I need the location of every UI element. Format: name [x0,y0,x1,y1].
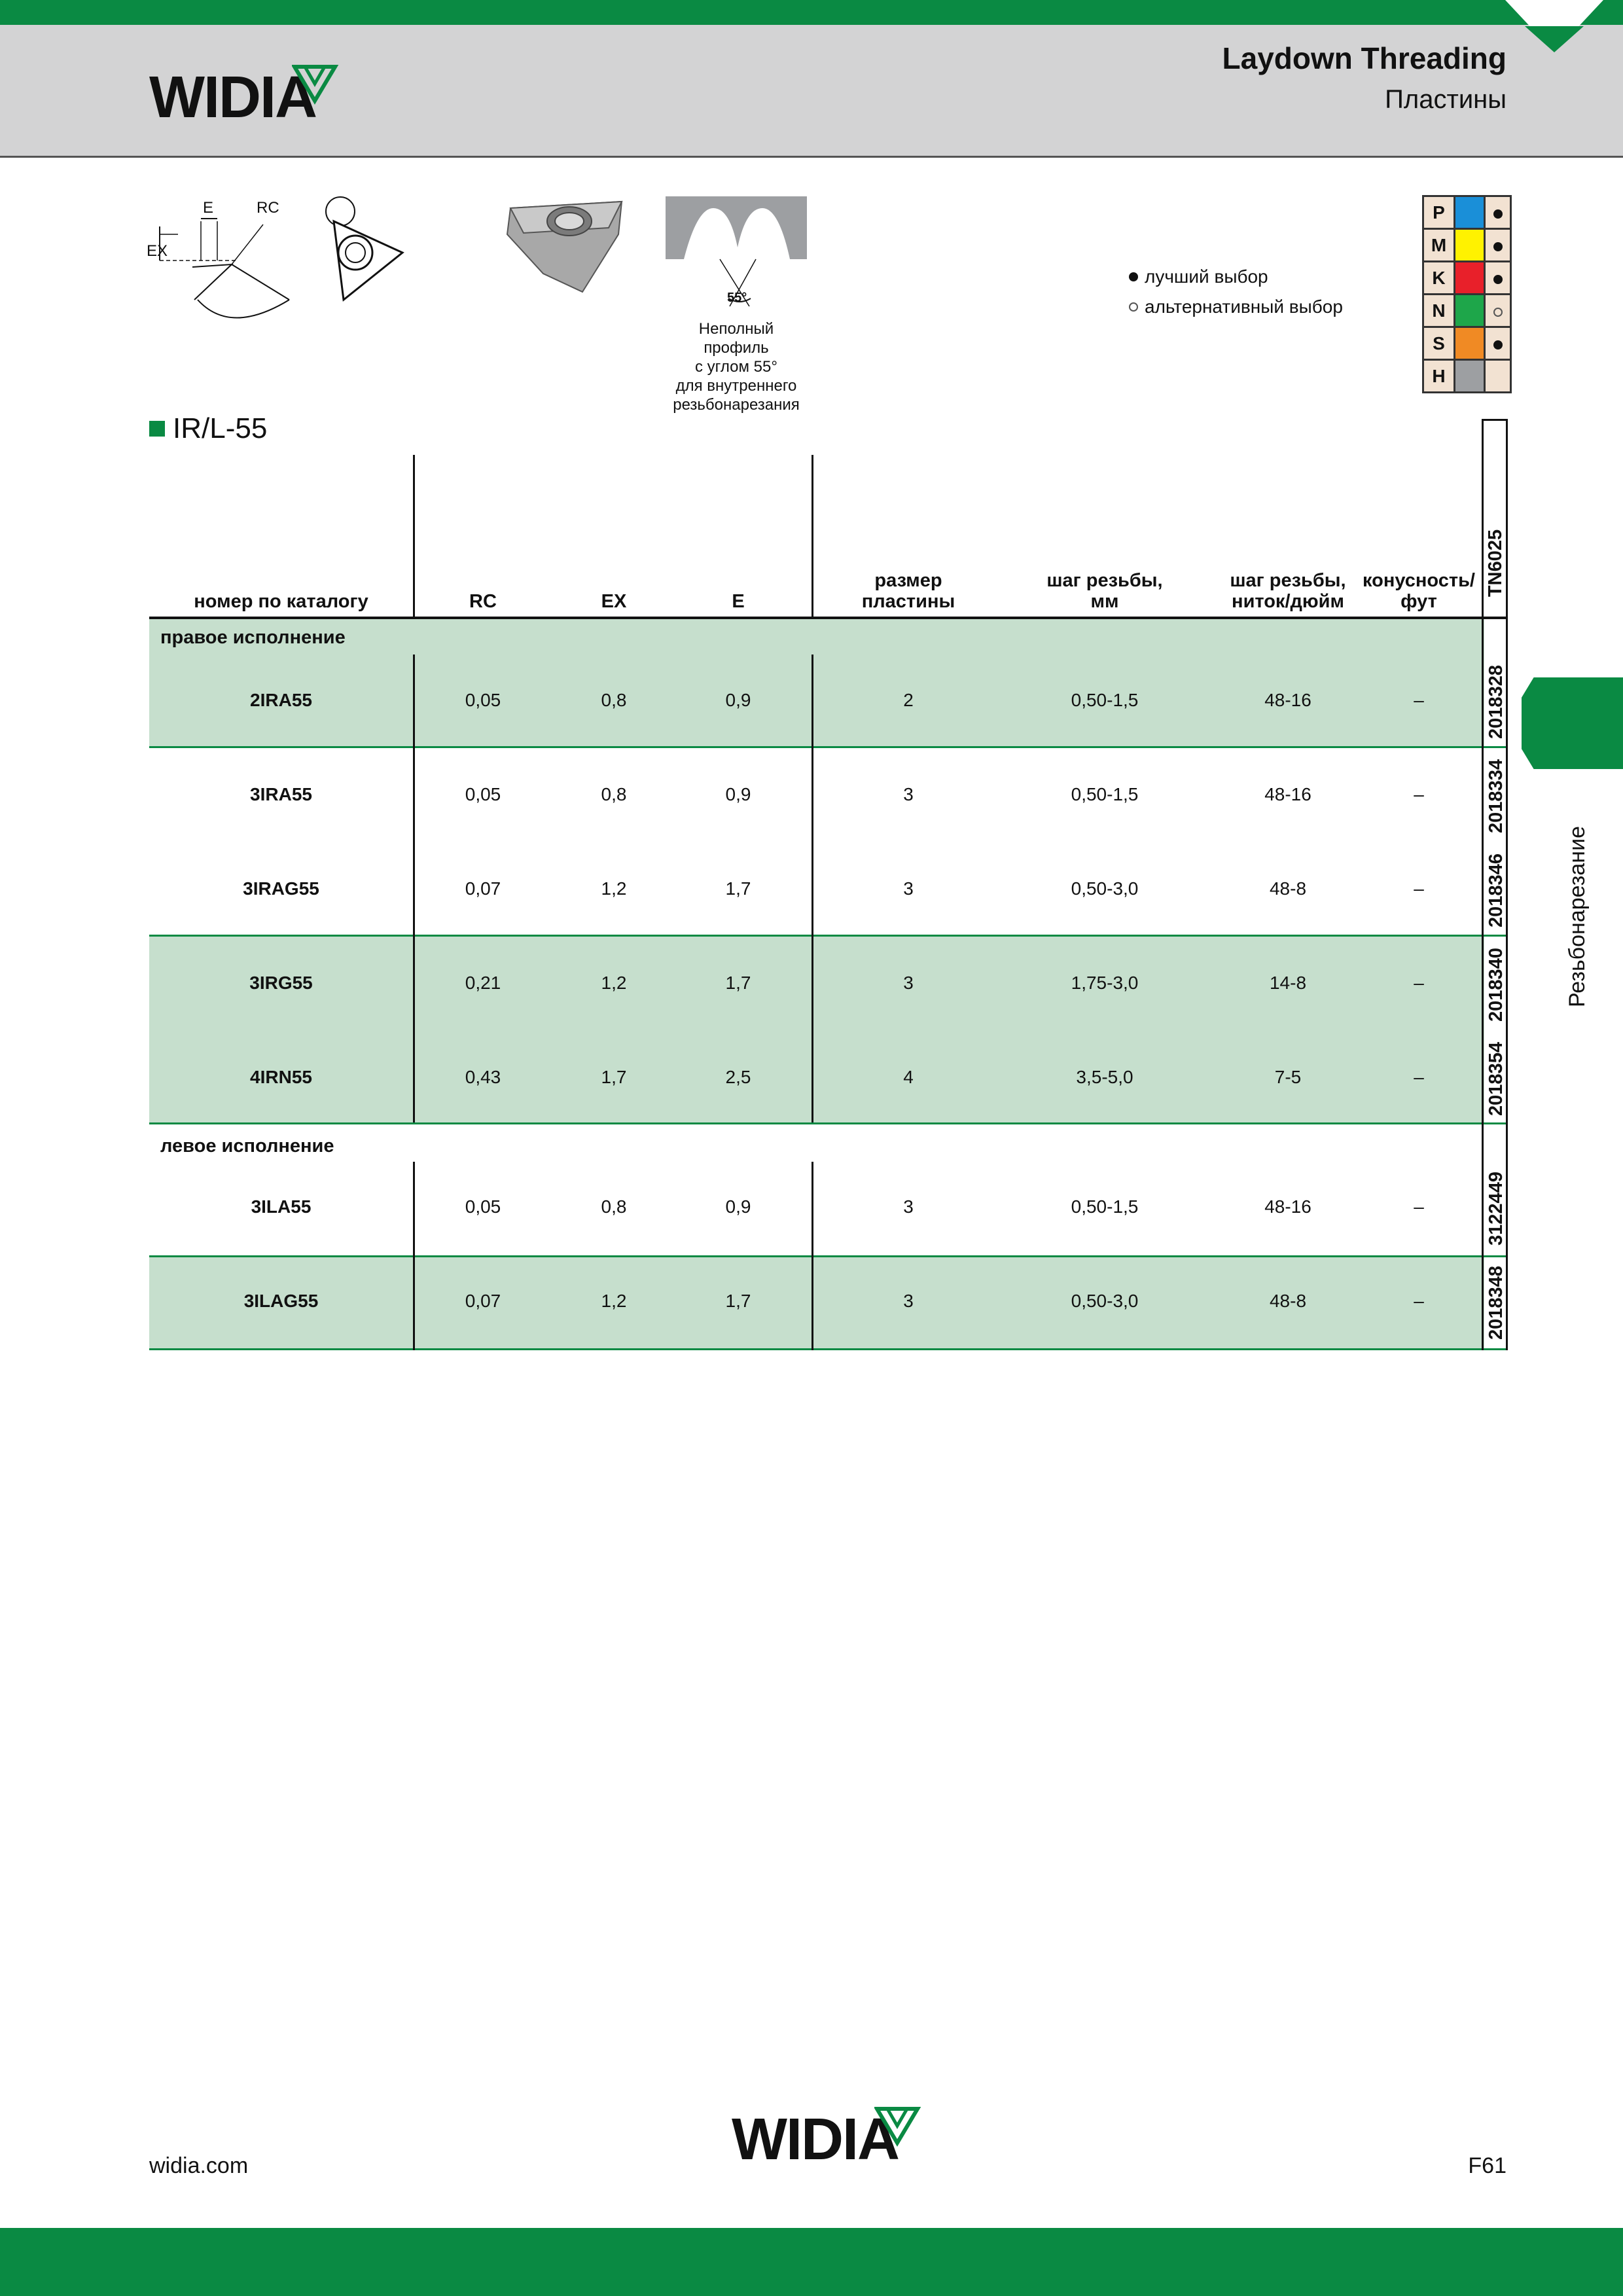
cell-e: 0,9 [725,1196,751,1217]
material-mark [1485,196,1511,229]
alt-dot-icon [1493,308,1503,317]
cell-pitch_mm: 0,50-3,0 [1071,878,1139,899]
product-table [149,455,1508,1352]
col-header-taper: конусность/ фут [1363,570,1475,612]
cell-size: 2 [903,690,914,710]
material-letter: M [1423,229,1455,262]
cell-tpi: 48-8 [1269,878,1307,899]
cell-code[interactable]: 3IRA55 [250,784,312,804]
top-green-bar [0,0,1623,25]
cell-ex: 1,7 [601,1067,627,1087]
cell-order-number: 2018348 [1485,1265,1507,1340]
cell-size: 4 [903,1067,914,1087]
col-divider [812,455,813,619]
cell-taper: – [1414,973,1424,993]
col-divider [413,455,415,619]
cell-taper: – [1414,878,1424,899]
logo-text: WIDIA [149,65,316,130]
cell-pitch_mm: 0,50-1,5 [1071,1196,1139,1217]
cell-taper: – [1414,690,1424,710]
cell-order-number: 2018328 [1485,664,1507,739]
material-mark [1485,295,1511,327]
footer-logo-text: WIDIA [732,2107,899,2172]
material-row [1423,360,1511,393]
header-subtitle: Пластины [1385,85,1507,114]
cell-pitch_mm: 3,5-5,0 [1076,1067,1133,1087]
material-group-table [1422,195,1512,393]
col-divider [413,655,415,1122]
label-rc: RC [257,199,279,217]
col-header-rc: RC [469,591,497,612]
material-letter: H [1423,360,1455,393]
cell-ex: 0,8 [601,1196,627,1217]
cell-order-number: 2018340 [1485,947,1507,1022]
col-header-ex: EX [601,591,627,612]
material-letter: N [1423,295,1455,327]
col-header-catalog: номер по каталогу [194,591,368,612]
cell-taper: – [1414,1291,1424,1311]
material-letter: P [1423,196,1455,229]
cell-rc: 0,05 [465,784,501,804]
group-label-left: левое исполнение [160,1136,334,1157]
bottom-green-bar [0,2228,1623,2296]
material-row [1423,327,1511,360]
chapter-tab-label: Резьбонарезание [1564,825,1590,1007]
material-color-swatch [1455,360,1485,393]
profile-angle-label: 55° [727,291,747,305]
cell-rc: 0,07 [465,878,501,899]
cell-order-number: 2018354 [1485,1041,1507,1116]
material-letter: S [1423,327,1455,360]
material-color-swatch [1455,295,1485,327]
cell-tpi: 14-8 [1269,973,1307,993]
header-notch-mark [1525,26,1584,52]
material-row [1423,262,1511,295]
material-letter: K [1423,262,1455,295]
best-dot-icon [1493,275,1503,284]
col-header-pitch-mm: шаг резьбы, мм [1046,570,1163,612]
chapter-tab[interactable] [1522,677,1623,769]
band-right-2 [149,936,1484,1122]
cell-rc: 0,07 [465,1291,501,1311]
grade-col-top [1482,419,1508,421]
thread-profile-diagram [664,195,808,313]
cell-tpi: 48-16 [1264,1196,1311,1217]
cell-tpi: 48-8 [1269,1291,1307,1311]
material-row [1423,295,1511,327]
cell-rc: 0,05 [465,690,501,710]
selection-legend: лучший выбор альтернативный выбор [1129,262,1343,322]
best-dot-icon [1493,340,1503,350]
cell-ex: 1,2 [601,878,627,899]
cell-order-number: 2018346 [1485,853,1507,927]
row-rule [149,746,1508,748]
cell-tpi: 48-16 [1264,690,1311,710]
col-header-e: E [732,591,745,612]
best-dot-icon [1129,272,1138,281]
cell-pitch_mm: 0,50-1,5 [1071,784,1139,804]
cell-pitch_mm: 0,50-1,5 [1071,690,1139,710]
cell-e: 1,7 [725,878,751,899]
header-title: Laydown Threading [1222,41,1507,75]
thread-geometry-diagram [145,195,299,332]
material-color-swatch [1455,229,1485,262]
cell-tpi: 7-5 [1274,1067,1302,1087]
cell-rc: 0,43 [465,1067,501,1087]
col-divider [812,1162,813,1350]
logo-triangle-icon [292,62,339,109]
cell-e: 2,5 [725,1067,751,1087]
cell-order-number: 2018334 [1485,759,1507,833]
cell-code[interactable]: 3IRAG55 [243,878,319,899]
green-square-icon [149,421,165,437]
cell-size: 3 [903,973,914,993]
cell-tpi: 48-16 [1264,784,1311,804]
band-right-1 [149,619,1484,746]
header-rule [149,617,1508,619]
col-divider [812,655,813,1122]
footer-url[interactable]: widia.com [149,2153,249,2178]
cell-size: 3 [903,1196,914,1217]
row-rule [149,1348,1508,1350]
cell-rc: 0,05 [465,1196,501,1217]
col-divider [413,1162,415,1350]
section-title: IR/L-55 [149,412,267,445]
cell-taper: – [1414,1196,1424,1217]
widia-logo [149,64,316,132]
cell-taper: – [1414,1067,1424,1087]
profile-caption: Неполный профиль с углом 55° для внутреннего резьбонарезания [673,320,800,414]
row-rule [149,1255,1508,1257]
footer-logo-triangle-icon [874,2104,921,2151]
cell-taper: – [1414,784,1424,804]
cell-size: 3 [903,878,914,899]
cell-code[interactable]: 3ILAG55 [243,1291,319,1311]
cell-ex: 1,2 [601,1291,627,1311]
col-header-grade: TN6025 [1485,529,1507,597]
cell-e: 1,7 [725,1291,751,1311]
material-row [1423,196,1511,229]
col-header-size: размер пластины [861,570,955,612]
material-color-swatch [1455,262,1485,295]
page-number: F61 [1468,2153,1507,2178]
cell-code[interactable]: 2IRA55 [250,690,312,710]
material-color-swatch [1455,196,1485,229]
row-rule [149,935,1508,937]
cell-ex: 0,8 [601,690,627,710]
best-dot-icon [1493,209,1503,219]
material-mark [1485,229,1511,262]
label-e: E [203,199,214,217]
insert-top-view-icon [324,195,412,306]
material-mark [1485,360,1511,393]
label-ex: EX [147,242,168,260]
cell-code[interactable]: 3IRG55 [249,973,313,993]
cell-pitch_mm: 1,75-3,0 [1071,973,1139,993]
best-dot-icon [1493,242,1503,251]
insert-3d-icon [504,195,628,293]
cell-e: 0,9 [725,690,751,710]
alt-dot-icon [1129,302,1138,312]
cell-rc: 0,21 [465,973,501,993]
cell-order-number: 3122449 [1485,1171,1507,1246]
material-color-swatch [1455,327,1485,360]
cell-ex: 1,2 [601,973,627,993]
cell-size: 3 [903,784,914,804]
material-mark [1485,327,1511,360]
cell-size: 3 [903,1291,914,1311]
col-header-pitch-tpi: шаг резьбы, ниток/дюйм [1230,570,1346,612]
row-rule [149,1122,1508,1124]
footer-logo [732,2106,899,2174]
group-label-right: правое исполнение [160,627,346,648]
cell-e: 0,9 [725,784,751,804]
cell-ex: 0,8 [601,784,627,804]
cell-pitch_mm: 0,50-3,0 [1071,1291,1139,1311]
material-row [1423,229,1511,262]
cell-code[interactable]: 4IRN55 [250,1067,312,1087]
cell-e: 1,7 [725,973,751,993]
cell-code[interactable]: 3ILA55 [251,1196,312,1217]
material-mark [1485,262,1511,295]
